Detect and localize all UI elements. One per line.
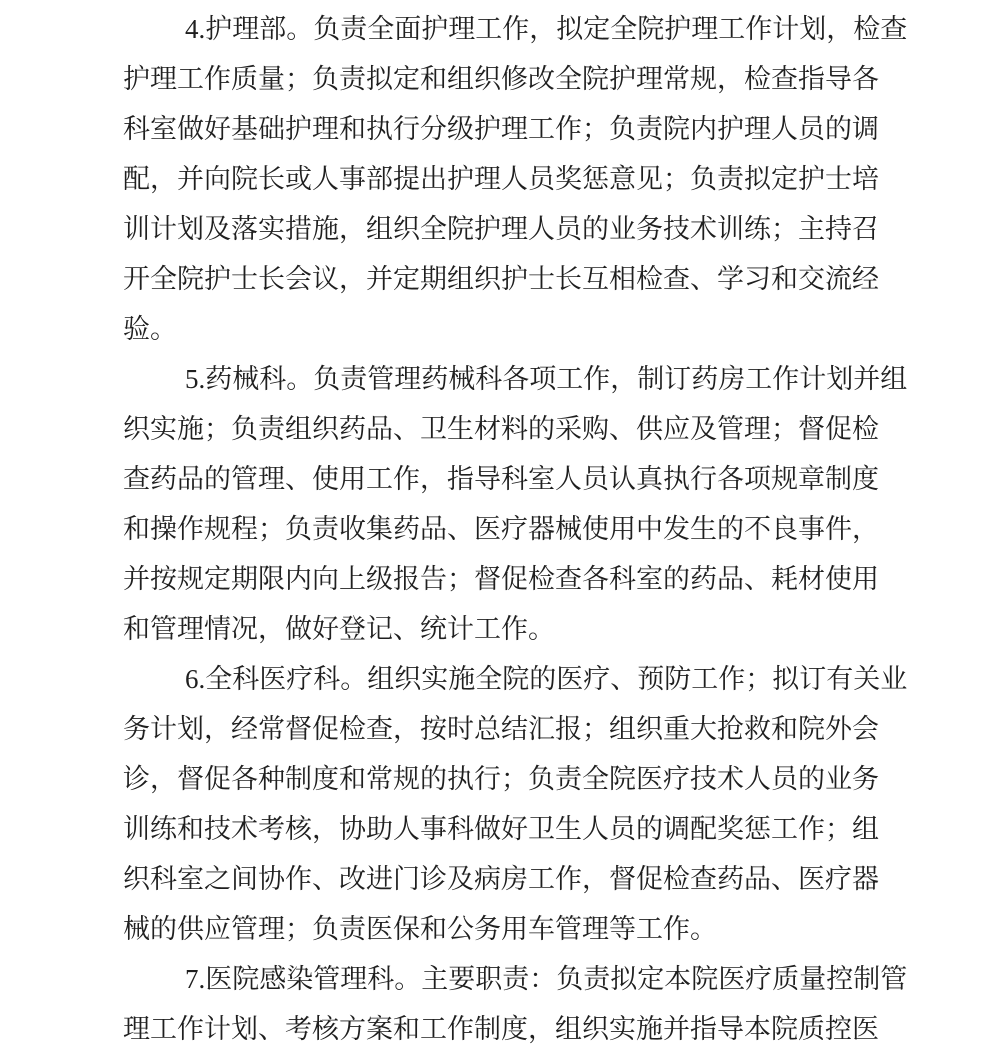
text-line: 训计划及落实措施，组织全院护理人员的业务技术训练；主持召	[123, 214, 879, 244]
text-line: 5.药械科。负责管理药械科各项工作，制订药房工作计划并组	[185, 364, 908, 394]
text-line: 诊，督促各种制度和常规的执行；负责全院医疗技术人员的业务	[123, 764, 879, 794]
text-line: 配，并向院长或人事部提出护理人员奖惩意见；负责拟定护士培	[123, 164, 879, 194]
text-line: 织实施；负责组织药品、卫生材料的采购、供应及管理；督促检	[123, 414, 879, 444]
text-line: 开全院护士长会议，并定期组织护士长互相检查、学习和交流经	[123, 264, 879, 294]
text-line: 护理工作质量；负责拟定和组织修改全院护理常规，检查指导各	[123, 64, 879, 94]
text-line: 和操作规程；负责收集药品、医疗器械使用中发生的不良事件，	[123, 514, 879, 544]
text-line: 查药品的管理、使用工作，指导科室人员认真执行各项规章制度	[123, 464, 879, 494]
paragraph-infection-management-dept	[123, 954, 908, 1054]
text-line: 并按规定期限内向上级报告；督促检查各科室的药品、耗材使用	[123, 564, 879, 594]
text-line: 科室做好基础护理和执行分级护理工作；负责院内护理人员的调	[123, 114, 879, 144]
text-line: 务计划，经常督促检查，按时总结汇报；组织重大抢救和院外会	[123, 714, 879, 744]
text-line: 械的供应管理；负责医保和公务用车管理等工作。	[123, 914, 717, 944]
text-line: 织科室之间协作、改进门诊及病房工作，督促检查药品、医疗器	[123, 864, 879, 894]
text-line: 7.医院感染管理科。主要职责：负责拟定本院医疗质量控制管	[185, 964, 908, 994]
text-line: 6.全科医疗科。组织实施全院的医疗、预防工作；拟订有关业	[185, 664, 908, 694]
document-text-block	[123, 4, 908, 1054]
text-line: 训练和技术考核，协助人事科做好卫生人员的调配奖惩工作；组	[123, 814, 879, 844]
text-line: 理工作计划、考核方案和工作制度，组织实施并指导本院质控医	[123, 1014, 879, 1044]
paragraph-pharmacy-equipment-dept	[123, 354, 908, 654]
text-line: 4.护理部。负责全面护理工作，拟定全院护理工作计划，检查	[185, 14, 908, 44]
paragraph-nursing-dept	[123, 4, 908, 354]
text-line: 验。	[123, 314, 177, 344]
paragraph-general-medical-dept	[123, 654, 908, 954]
text-line: 和管理情况，做好登记、统计工作。	[123, 614, 555, 644]
